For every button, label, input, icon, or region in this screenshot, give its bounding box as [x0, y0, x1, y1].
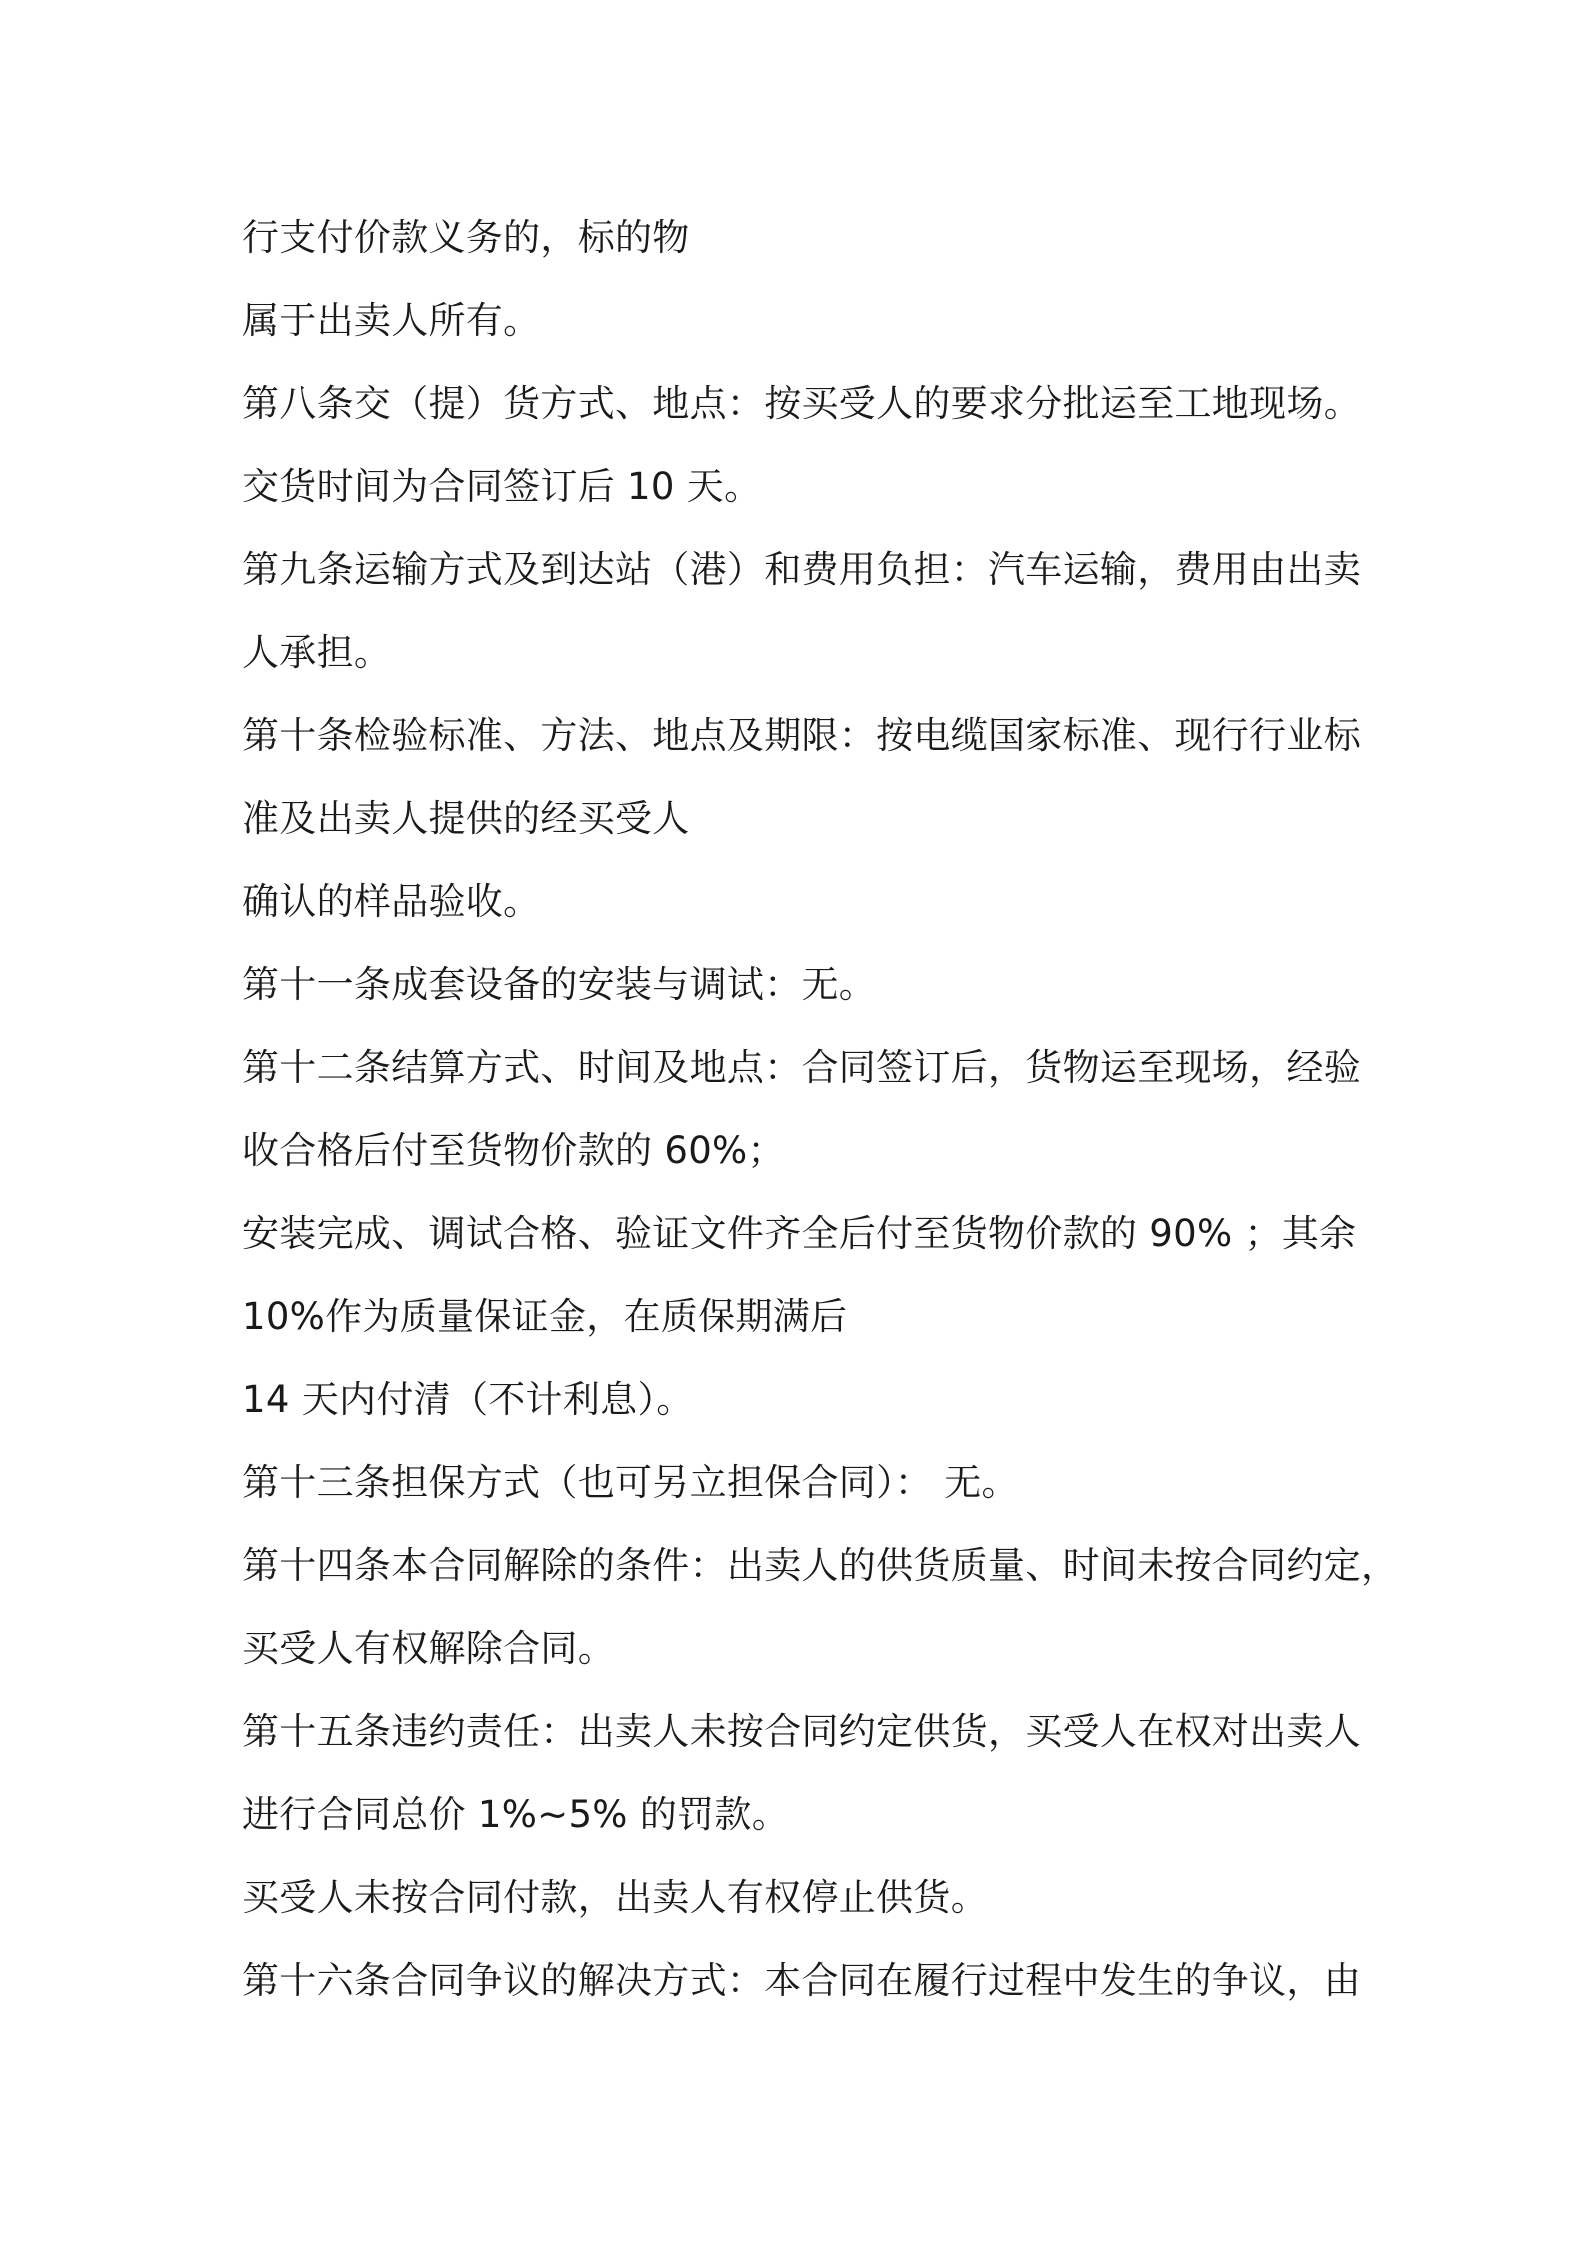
text-line: 10%作为质量保证金，在质保期满后: [242, 1295, 848, 1338]
text-line: 安装完成、调试合格、验证文件齐全后付至货物价款的 90% ；其余: [242, 1212, 1357, 1255]
clause-15-line: 第十五条违约责任：出卖人未按合同约定供货，买受人在权对出卖人: [242, 1710, 1361, 1753]
text-line: 买受人有权解除合同。: [242, 1627, 615, 1670]
text-line: 属于出卖人所有。: [242, 299, 541, 342]
clause-16-line: 第十六条合同争议的解决方式：本合同在履行过程中发生的争议，由: [242, 1959, 1361, 2002]
text-line: 确认的样品验收。: [242, 880, 541, 923]
clause-13-line: 第十三条担保方式（也可另立担保合同）： 无。: [242, 1461, 1019, 1504]
text-line: 准及出卖人提供的经买受人: [242, 797, 690, 840]
text-line: 行支付价款义务的，标的物: [242, 216, 690, 259]
clause-12-line: 第十二条结算方式、时间及地点：合同签订后，货物运至现场，经验: [242, 1046, 1361, 1089]
clause-11-line: 第十一条成套设备的安装与调试：无。: [242, 963, 877, 1006]
clause-10-line: 第十条检验标准、方法、地点及期限：按电缆国家标准、现行行业标: [242, 714, 1361, 757]
text-line: 人承担。: [242, 631, 392, 674]
text-line: 买受人未按合同付款，出卖人有权停止供货。: [242, 1876, 988, 1919]
clause-9-line: 第九条运输方式及到达站（港）和费用负担：汽车运输，费用由出卖: [242, 548, 1361, 591]
text-line: 收合格后付至货物价款的 60%；: [242, 1129, 785, 1172]
document-body: [242, 196, 1399, 2022]
clause-14-line: 第十四条本合同解除的条件：出卖人的供货质量、时间未按合同约定，: [242, 1544, 1399, 1587]
text-line: 交货时间为合同签订后 10 天。: [242, 465, 762, 508]
text-line: 进行合同总价 1%~5% 的罚款。: [242, 1793, 790, 1836]
clause-8-line: 第八条交（提）货方式、地点：按买受人的要求分批运至工地现场。: [242, 382, 1361, 425]
text-line: 14 天内付清（不计利息）。: [242, 1378, 694, 1421]
